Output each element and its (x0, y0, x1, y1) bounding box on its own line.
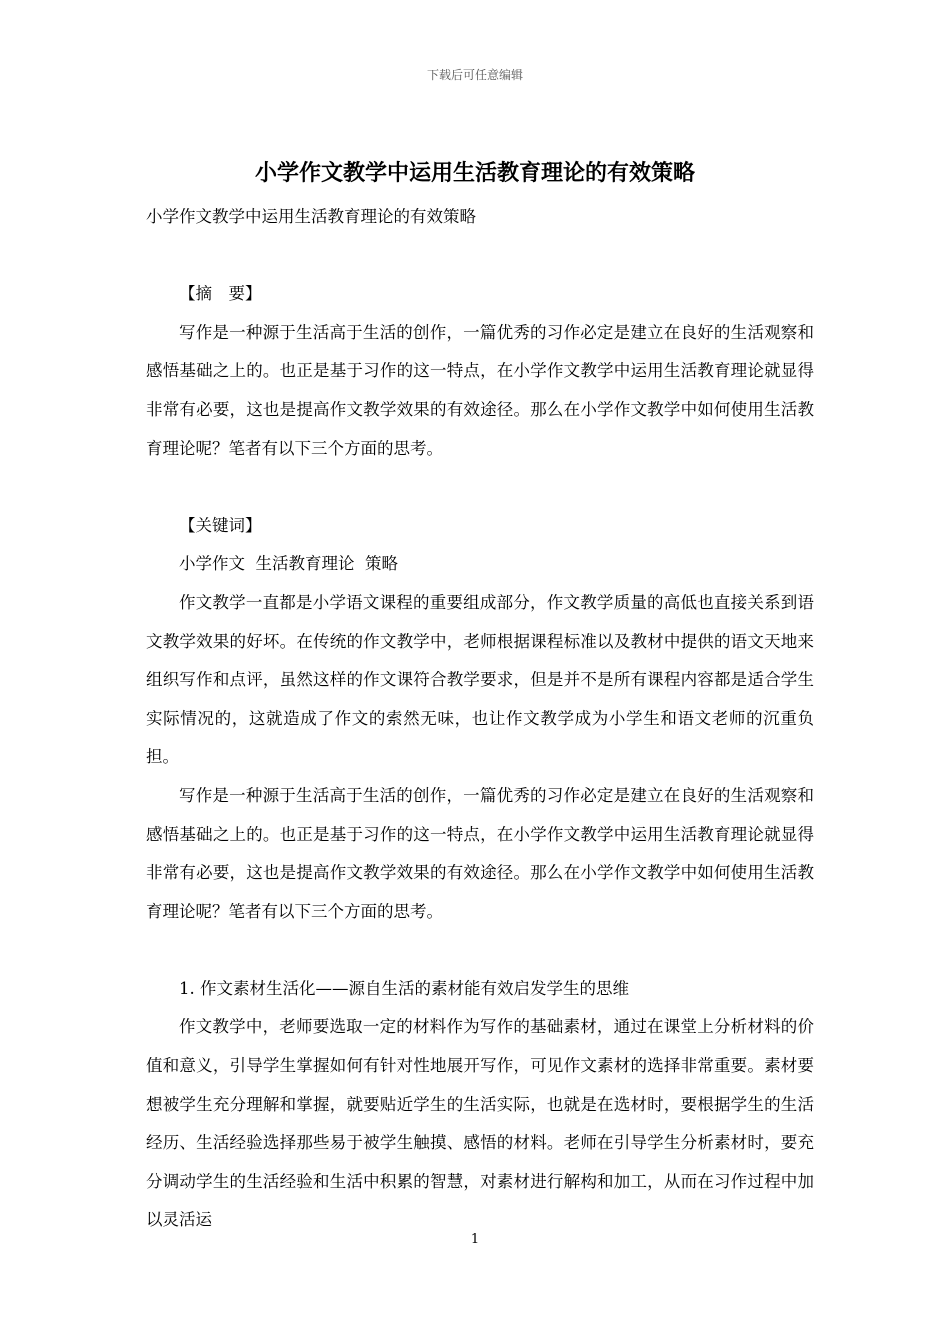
page-number: 1 (470, 1232, 480, 1247)
spacer (146, 931, 814, 970)
spacer (146, 237, 814, 276)
section1-heading: 1. 作文素材生活化——源自生活的素材能有效启发学生的思维 (179, 978, 629, 998)
keywords-heading: 【关键词】 (179, 515, 262, 535)
intro-paragraph: 作文教学一直都是小学语文课程的重要组成部分，作文教学质量的高低也直接关系到语文教学效果的好坏。在传统的作文教学中，老师根据课程标准以及教材中提供的语文天地来组织写作和点评，虽然这样的作文课符合教学要求，但是并不是所有课程内容都是适合学生实际情况的，这就造成了作文的索然无味，也让作文教学成为小学生和语文老师的沉重负担。 (146, 592, 814, 767)
document-title: 小学作文教学中运用生活教育理论的有效策略 (254, 161, 695, 186)
spacer (146, 468, 814, 507)
abstract-paragraph: 写作是一种源于生活高于生活的创作，一篇优秀的习作必定是建立在良好的生活观察和感悟基础之上的。也正是基于习作的这一特点，在小学作文教学中运用生活教育理论就显得非常有必要，这也是提高作文教学效果的有效途径。那么在小学作文教学中如何使用生活教育理论呢？笔者有以下三个方面的思考。 (146, 322, 814, 458)
keywords-text: 小学作文 生活教育理论 策略 (179, 554, 398, 574)
header-note: 下载后可任意编辑 (426, 68, 523, 82)
document-body (146, 198, 814, 1240)
repeat-paragraph: 写作是一种源于生活高于生活的创作，一篇优秀的习作必定是建立在良好的生活观察和感悟基础之上的。也正是基于习作的这一特点，在小学作文教学中运用生活教育理论就显得非常有必要，这也是提高作文教学效果的有效途径。那么在小学作文教学中如何使用生活教育理论呢？笔者有以下三个方面的思考。 (146, 785, 814, 921)
document-subtitle: 小学作文教学中运用生活教育理论的有效策略 (146, 207, 476, 226)
abstract-heading: 【摘 要】 (179, 284, 262, 304)
section1-paragraph: 作文教学中，老师要选取一定的材料作为写作的基础素材，通过在课堂上分析材料的价值和意义，引导学生掌握如何有针对性地展开写作，可见作文素材的选择非常重要。素材要想被学生充分理解和掌握，就要贴近学生的生活实际，也就是在选材时，要根据学生的生活经历、生活经验选择那些易于被学生触摸、感悟的材料。老师在引导学生分析素材时，要充分调动学生的生活经验和生活中积累的智慧，对素材进行解构和加工，从而在习作过程中加以灵活运 (146, 1017, 814, 1230)
